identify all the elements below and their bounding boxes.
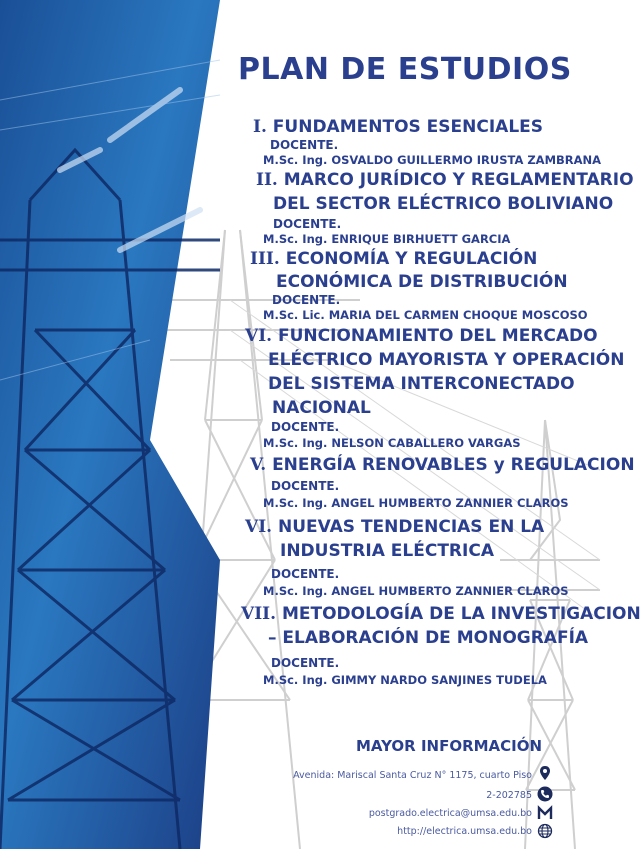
subject-7-docente-label: DOCENTE. (271, 656, 340, 670)
subject-4-line-1: FUNCIONAMIENTO DEL MERCADO (277, 326, 598, 346)
subject-2-number: II. (256, 170, 278, 190)
subject-5-teacher: M.Sc. Ing. ANGEL HUMBERTO ZANNIER CLAROS (263, 496, 569, 510)
subject-2-line-1: MARCO JURÍDICO Y REGLAMENTARIO (283, 170, 634, 190)
subject-2-teacher: M.Sc. Ing. ENRIQUE BIRHUETT GARCIA (263, 232, 511, 246)
subject-4-line-4: NACIONAL (272, 398, 371, 418)
subject-3-line-2: ECONÓMICA DE DISTRIBUCIÓN (276, 272, 568, 292)
subject-2-title (256, 170, 634, 190)
subject-6-docente-label: DOCENTE. (271, 567, 340, 581)
subject-4-docente-label: DOCENTE. (271, 420, 340, 434)
subject-7-line-2: – ELABORACIÓN DE MONOGRAFÍA (268, 628, 589, 648)
subject-1-docente-label: DOCENTE. (270, 138, 339, 152)
subject-4-title (245, 326, 598, 346)
phone-icon (537, 786, 553, 802)
subject-5-docente-label: DOCENTE. (271, 479, 340, 493)
globe-icon (537, 823, 553, 839)
subject-4-line-3: DEL SISTEMA INTERCONECTADO (268, 374, 575, 394)
subject-1-number: I. (253, 117, 267, 137)
subject-7-title (241, 604, 641, 624)
subject-6-line-1: NUEVAS TENDENCIAS EN LA (277, 517, 545, 537)
subject-3-number: III. (250, 249, 280, 269)
location-pin-icon (537, 765, 553, 781)
subject-1-teacher: M.Sc. Ing. OSVALDO GUILLERMO IRUSTA ZAMBRANA (263, 153, 602, 167)
subject-7-line-1: METODOLOGÍA DE LA INVESTIGACION (281, 604, 641, 624)
subject-3-title (250, 249, 537, 269)
subject-3-docente-label: DOCENTE. (272, 293, 341, 307)
subject-2-docente-label: DOCENTE. (273, 217, 342, 231)
subject-2-line-2: DEL SECTOR ELÉCTRICO BOLIVIANO (273, 194, 614, 214)
contact-email[interactable]: postgrado.electrica@umsa.edu.bo (368, 808, 532, 819)
subject-3-line-1: ECONOMÍA Y REGULACIÓN (285, 249, 538, 269)
contact-phone: 2-202785 (486, 790, 532, 801)
subject-7-teacher: M.Sc. Ing. GIMMY NARDO SANJINES TUDELA (263, 673, 547, 687)
mail-icon (537, 805, 553, 821)
subject-1-title (253, 117, 543, 137)
subject-3-teacher: M.Sc. Lic. MARIA DEL CARMEN CHOQUE MOSCOSO (263, 308, 588, 322)
page-title: PLAN DE ESTUDIOS (238, 52, 572, 87)
subject-6-title (245, 517, 544, 537)
subject-5-number: V. (250, 455, 267, 475)
subject-5-line-1: ENERGÍA RENOVABLES y REGULACION (272, 455, 635, 475)
subject-6-teacher: M.Sc. Ing. ANGEL HUMBERTO ZANNIER CLAROS (263, 584, 569, 598)
subject-5-title (250, 455, 635, 475)
subject-7-number: VII. (241, 604, 277, 624)
subject-4-teacher: M.Sc. Ing. NELSON CABALLERO VARGAS (263, 436, 521, 450)
subject-6-number: VI. (245, 517, 273, 537)
subject-4-line-2: ELÉCTRICO MAYORISTA Y OPERACIÓN (268, 350, 625, 370)
contact-website[interactable]: http://electrica.umsa.edu.bo (397, 826, 532, 837)
contact-address: Avenida: Mariscal Santa Cruz N° 1175, cuarto Piso (293, 770, 532, 781)
subject-4-number: VI. (245, 326, 273, 346)
subject-1-line-1: FUNDAMENTOS ESENCIALES (272, 117, 544, 137)
subject-6-line-2: INDUSTRIA ELÉCTRICA (280, 541, 494, 561)
more-info-heading: MAYOR INFORMACIÓN (356, 737, 543, 755)
